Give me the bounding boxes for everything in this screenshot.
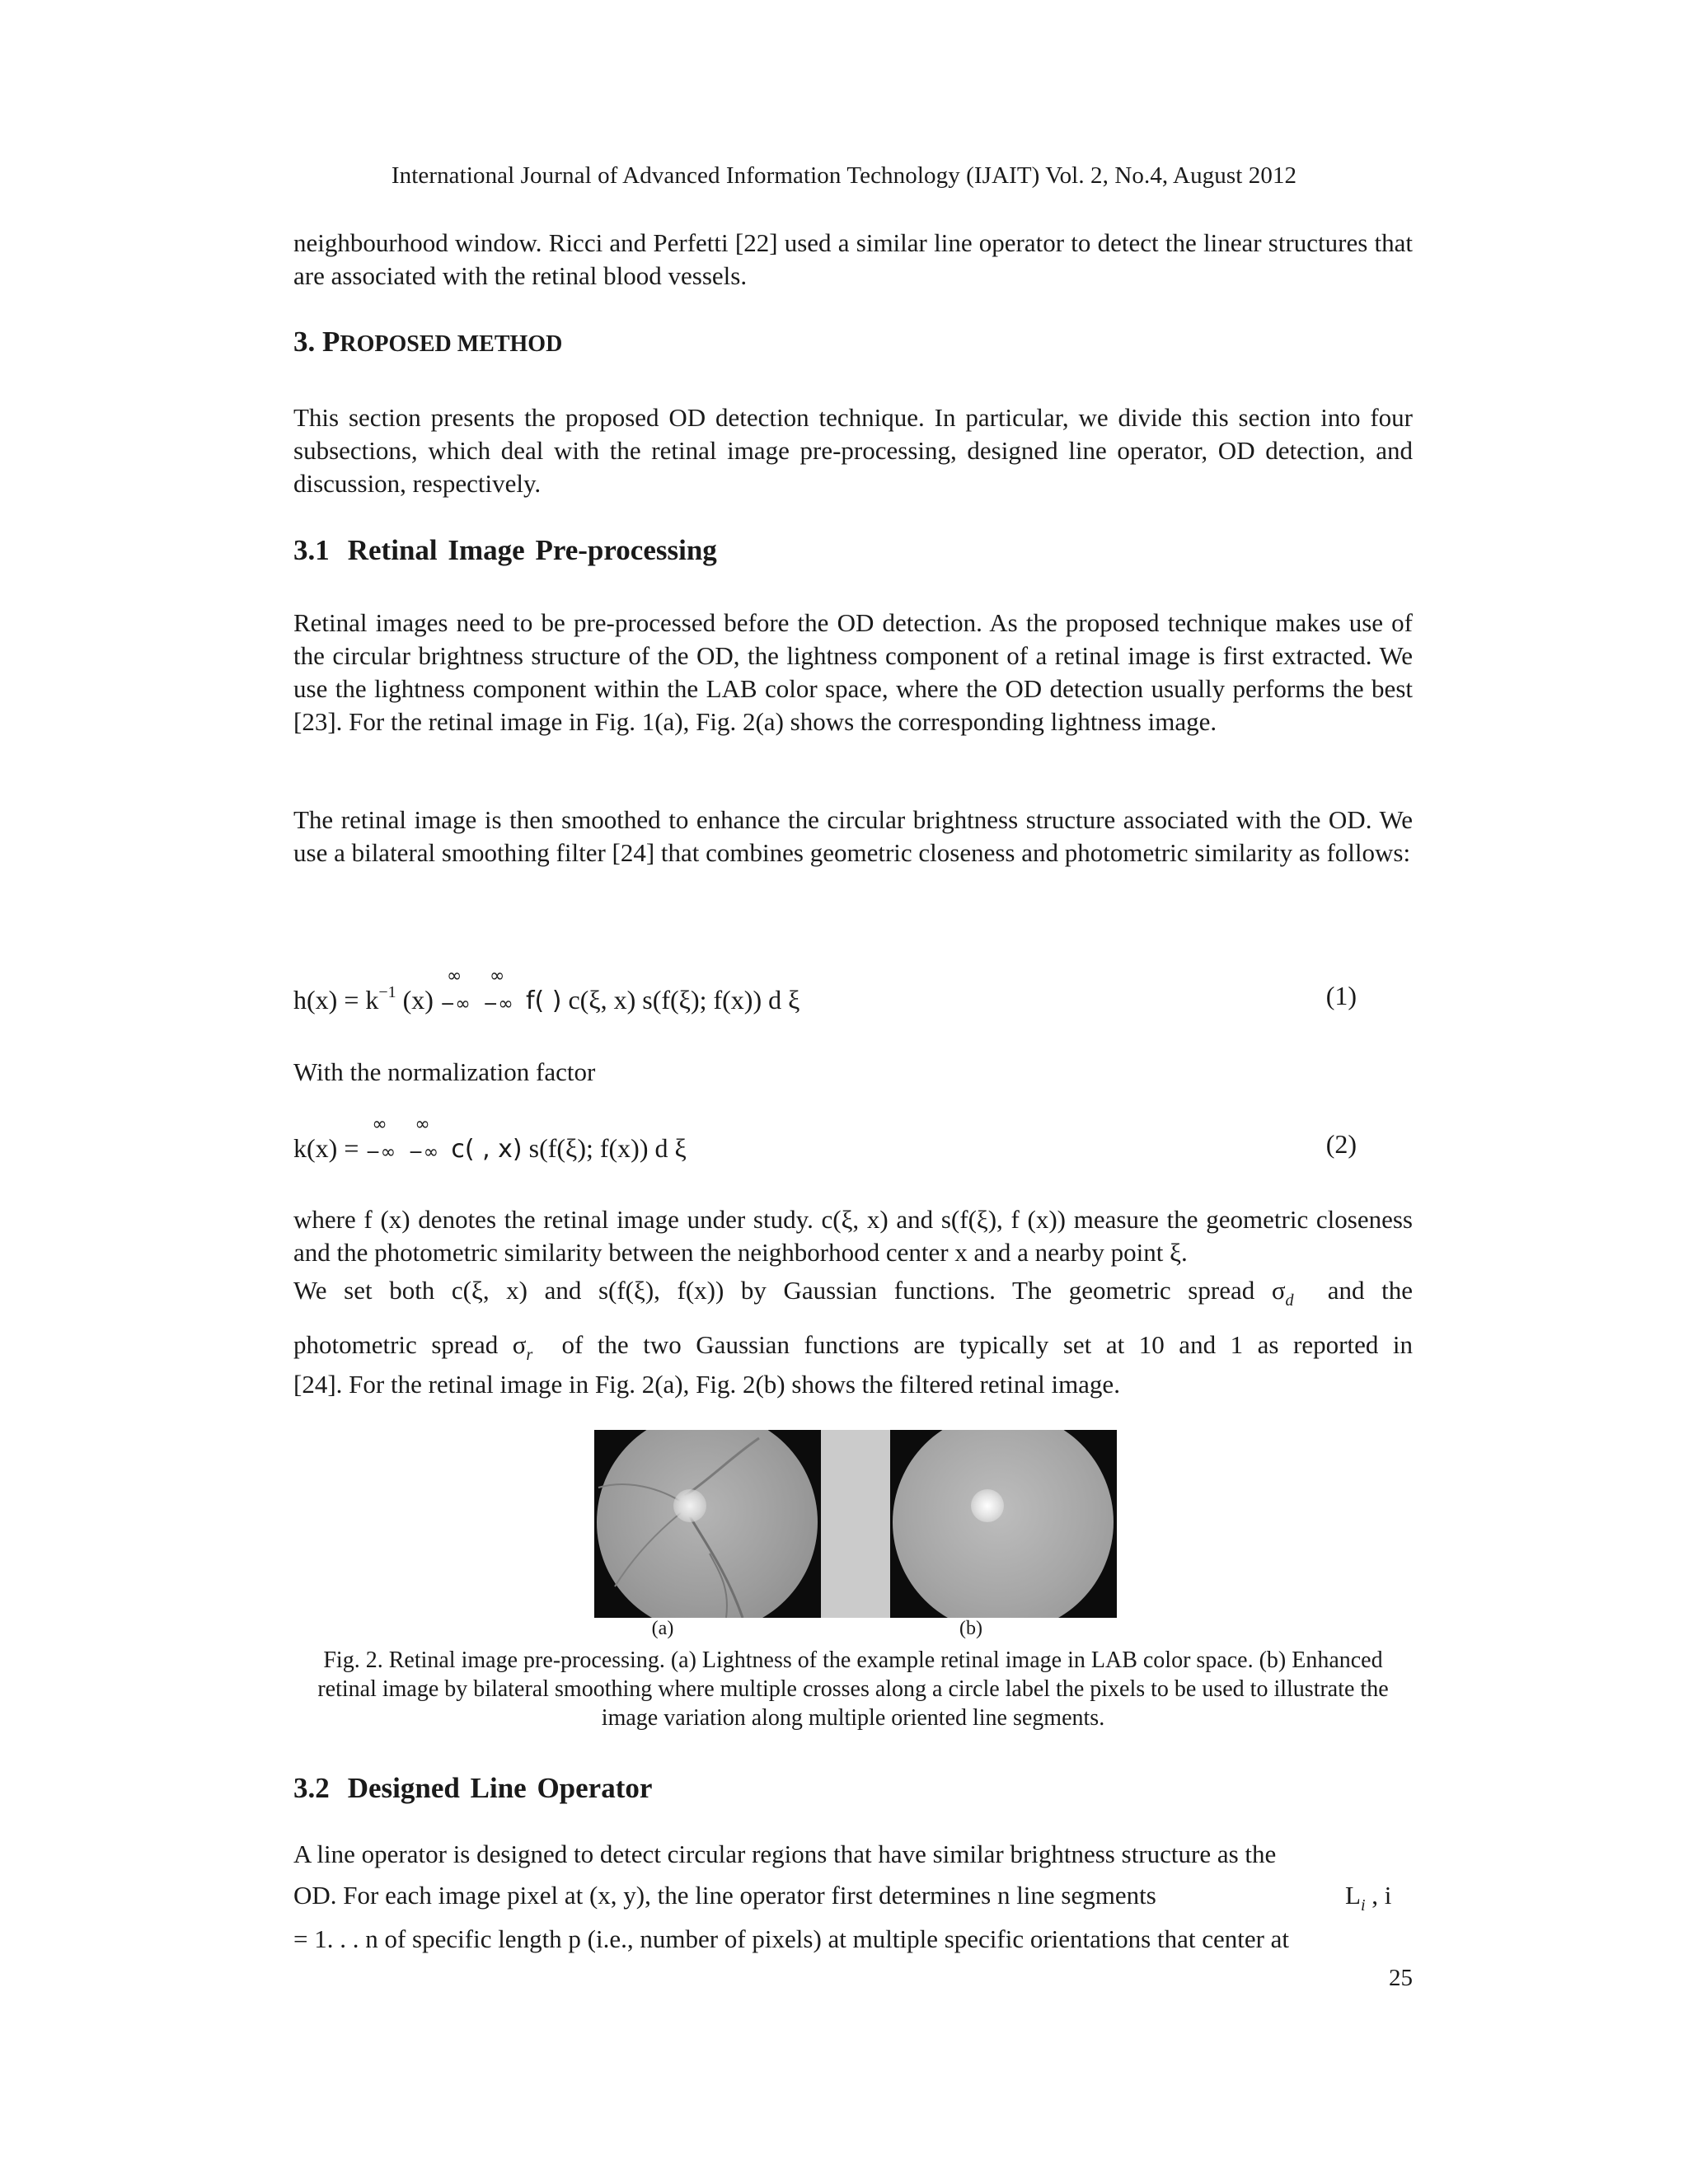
figure-caption: Fig. 2. Retinal image pre-processing. (a) Lightness of the example retinal image in LAB color space. (b) Enhanced retinal image by bilateral smoothing where multiple crosses along a circle label the pixels to be used to illustrate the image variation along multiple oriented line segments. [317,1647,1389,1731]
paragraph-section3-intro: This section presents the proposed OD detection technique. In particular, we divide this section into four subsections, which deal with the retinal image pre-processing, designed line operator, OD detection, and discussion, respectively. [293,403,1413,498]
retina-smoothed-image [893,1430,1114,1618]
subsection-heading-preprocessing [293,534,717,567]
figure-panel-b [890,1430,1117,1618]
subsection-title: Retinal Image Pre-processing [347,534,717,566]
equation-number: (2) [1325,1129,1357,1159]
integral-sign: ∞ −∞ [482,966,513,1015]
paragraph-line-operator-2: OD. For each image pixel at (x, y), the line operator first determines n line segments $L_i$ , i [293,1881,1392,1915]
optic-disc [673,1489,706,1522]
running-header: International Journal of Advanced Information Technology (IJAIT) Vol. 2, No.4, August 2012 [391,162,1297,189]
paragraph-where-3: photometric spread $\sigma_r$ of the two Gaussian functions are typically set at 10 and 1 as reported in [293,1330,1413,1364]
paragraph-preprocessing-1: Retinal images need to be pre-processed before the OD detection. As the proposed technique makes use of the circular brightness structure of the OD, the lightness component of a retinal image is first extracted. We use the lightness component within the LAB color space, where the OD detection usually performs the best [23]. For the retinal image in Fig. 1(a), Fig. 2(a) shows the corresponding lightness image. [293,608,1413,736]
section-number: 3. [293,326,316,358]
integral-sign: ∞ −∞ [408,1114,439,1163]
page-number: 25 [1389,1965,1413,1991]
paragraph-where-2: We set both c(ξ, x) and s(f(ξ), f(x)) by Gaussian functions. The geometric spread $\sigma_d$ and the [293,1276,1413,1310]
equation-2: k(x) = ∞ −∞ ∞ −∞ c( , x) s(f(ξ); f(x)) d ξ (2) [293,1114,1357,1164]
paragraph-normalization: With the normalization factor [293,1057,596,1086]
blood-vessels [594,1430,821,1618]
integral-sign: ∞ −∞ [439,966,471,1015]
subsection-number: 3.2 [293,1772,330,1804]
figure-label-b: (b) [959,1618,982,1639]
subsection-number: 3.1 [293,534,330,566]
figure-2 [594,1430,1117,1618]
equation-1: $h(x) = k^{-1}$ (x) ∞ −∞ ∞ −∞ f( ) c(ξ, x) s(f(ξ); f(x)) d ξ (1) [293,966,1357,1015]
subsection-title: Designed Line Operator [347,1772,653,1804]
equation-number: (1) [1325,981,1357,1010]
figure-panel-a [594,1430,821,1618]
section-title-rest: ROPOSED METHOD [340,331,563,357]
optic-disc [971,1489,1004,1522]
figure-label-a: (a) [651,1618,674,1639]
section-heading-proposed-method [293,326,562,359]
section-title-initial: P [322,326,340,358]
paragraph-line-operator-3: = 1. . . n of specific length p (i.e., number of pixels) at multiple specific orientations that center at [293,1924,1290,1953]
paragraph-where-1: where f (x) denotes the retinal image under study. c(ξ, x) and s(f(ξ), f (x)) measure the geometric closeness and the photometric similarity between the neighborhood center x and a nearby point ξ. [293,1205,1413,1267]
integral-sign: ∞ −∞ [365,1114,396,1163]
paragraph-intro-continuation: neighbourhood window. Ricci and Perfetti [22] used a similar line operator to detect the linear structures that are associated with the retinal blood vessels. [293,228,1413,290]
paragraph-line-operator-1: A line operator is designed to detect circular regions that have similar brightness structure as the [293,1840,1277,1868]
paragraph-where-4: [24]. For the retinal image in Fig. 2(a), Fig. 2(b) shows the filtered retinal image. [293,1370,1120,1399]
subsection-heading-line-operator [293,1772,652,1805]
paragraph-preprocessing-2: The retinal image is then smoothed to enhance the circular brightness structure associated with the OD. We use a bilateral smoothing filter [24] that combines geometric closeness and photometric similarity as follows: [293,805,1413,867]
